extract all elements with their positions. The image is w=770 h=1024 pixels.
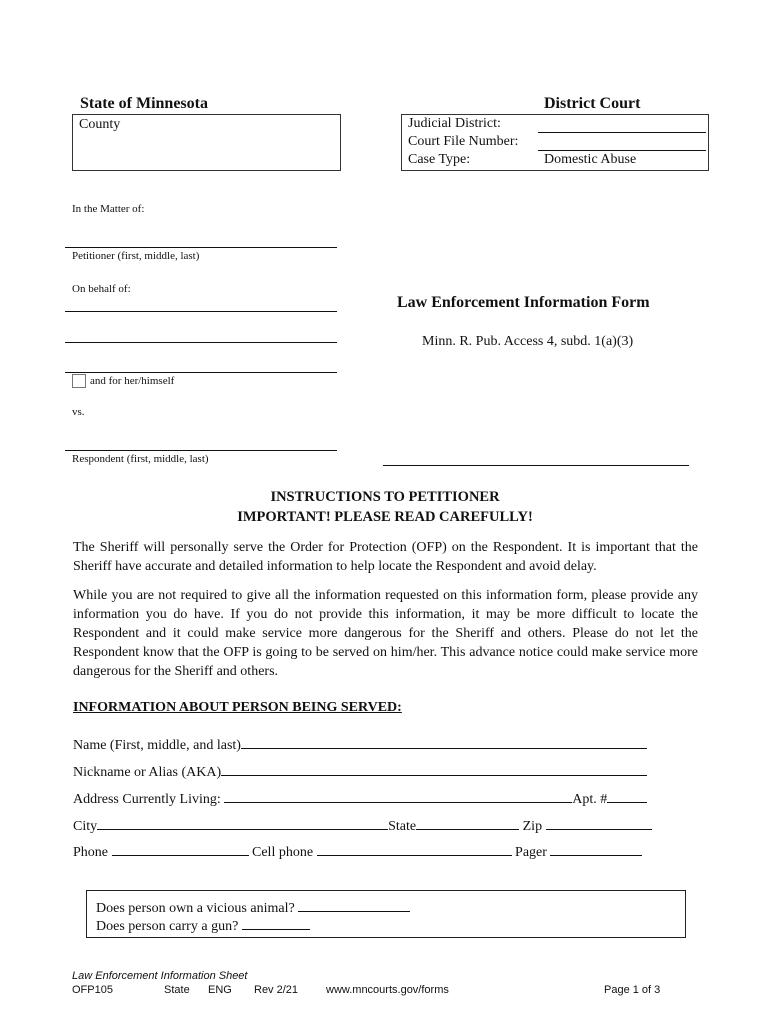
zip-field[interactable] bbox=[546, 816, 652, 830]
judicial-district-field[interactable] bbox=[538, 132, 706, 133]
respondent-label: Respondent (first, middle, last) bbox=[72, 453, 209, 465]
address-label: Address Currently Living: bbox=[73, 792, 225, 807]
petitioner-label: Petitioner (first, middle, last) bbox=[72, 250, 200, 262]
section-heading: INFORMATION ABOUT PERSON BEING SERVED: bbox=[73, 700, 402, 715]
rule-citation: Minn. R. Pub. Access 4, subd. 1(a)(3) bbox=[422, 334, 634, 349]
address-row bbox=[73, 789, 647, 808]
in-the-matter-of-label: In the Matter of: bbox=[72, 203, 145, 215]
on-behalf-of-field-3[interactable] bbox=[65, 372, 337, 373]
and-for-self-label: and for her/himself bbox=[90, 375, 175, 387]
case-info-box bbox=[401, 114, 709, 171]
footer-url[interactable]: www.mncourts.gov/forms bbox=[326, 984, 449, 996]
nickname-label: Nickname or Alias (AKA) bbox=[73, 765, 222, 780]
petitioner-name-field[interactable] bbox=[65, 247, 337, 248]
court-file-number-field[interactable] bbox=[538, 150, 706, 151]
footer-language: ENG bbox=[208, 984, 232, 996]
footer-state: State bbox=[164, 984, 190, 996]
gun-row bbox=[96, 916, 310, 935]
instructions-heading: INSTRUCTIONS TO PETITIONER bbox=[270, 489, 500, 505]
apt-field[interactable] bbox=[607, 789, 647, 803]
footer-revision: Rev 2/21 bbox=[254, 984, 299, 996]
cell-phone-field[interactable] bbox=[317, 842, 512, 856]
safety-questions-box bbox=[86, 890, 686, 938]
vicious-animal-label: Does person own a vicious animal? bbox=[96, 901, 295, 916]
name-label: Name (First, middle, and last) bbox=[73, 738, 241, 753]
nickname-row bbox=[73, 762, 647, 781]
city-label: City bbox=[73, 819, 98, 834]
vicious-animal-field[interactable] bbox=[298, 898, 410, 912]
state-field[interactable] bbox=[416, 816, 519, 830]
vicious-animal-row bbox=[96, 898, 410, 917]
pager-label: Pager bbox=[511, 845, 551, 860]
case-type-value: Domestic Abuse bbox=[544, 152, 637, 167]
footer-form-code: OFP105 bbox=[72, 984, 113, 996]
case-type-label: Case Type: bbox=[408, 152, 471, 167]
apt-label: Apt. # bbox=[572, 792, 608, 807]
pager-field[interactable] bbox=[550, 842, 642, 856]
nickname-field[interactable] bbox=[221, 762, 647, 776]
gun-field[interactable] bbox=[242, 916, 310, 930]
vs-label: vs. bbox=[72, 406, 85, 418]
on-behalf-of-label: On behalf of: bbox=[72, 283, 131, 295]
county-box[interactable] bbox=[72, 114, 341, 171]
important-heading: IMPORTANT! PLEASE READ CAREFULLY! bbox=[237, 509, 533, 525]
court-file-number-label: Court File Number: bbox=[408, 134, 519, 149]
state-heading: State of Minnesota bbox=[80, 95, 208, 112]
gun-label: Does person carry a gun? bbox=[96, 919, 239, 934]
instructions-paragraph-1: The Sheriff will personally serve the Order for Protection (OFP) on the Respondent. It is important that the Sheriff have accurate and detailed information to help locate the Respondent and avoid delay. bbox=[73, 540, 698, 574]
phone-label: Phone bbox=[73, 845, 112, 860]
respondent-name-field[interactable] bbox=[65, 450, 337, 451]
zip-label: Zip bbox=[519, 819, 546, 834]
cell-phone-label: Cell phone bbox=[248, 845, 317, 860]
city-row bbox=[73, 816, 652, 835]
address-field[interactable] bbox=[224, 789, 572, 803]
name-row bbox=[73, 735, 647, 754]
signature-line[interactable] bbox=[383, 465, 689, 466]
on-behalf-of-field-1[interactable] bbox=[65, 311, 337, 312]
on-behalf-of-field-2[interactable] bbox=[65, 342, 337, 343]
city-field[interactable] bbox=[97, 816, 388, 830]
court-heading: District Court bbox=[544, 95, 641, 112]
footer-page-number: Page 1 of 3 bbox=[604, 984, 661, 996]
and-for-self-checkbox[interactable] bbox=[72, 374, 86, 388]
state-label: State bbox=[388, 819, 417, 834]
phone-field[interactable] bbox=[112, 842, 249, 856]
judicial-district-label: Judicial District: bbox=[408, 116, 501, 131]
form-title: Law Enforcement Information Form bbox=[397, 294, 650, 311]
county-label: County bbox=[79, 117, 121, 132]
instructions-paragraph-2: While you are not required to give all the information requested on this information form, please provide any information you do have. If you do not provide this information, it may be more difficult to locate the Respondent and it could make service more dangerous for the Sheriff and others. Please do not let the Respondent know that the OFP is going to be served on him/her. This advance notice could make service more dangerous for the Sheriff and others. bbox=[73, 588, 698, 679]
name-field[interactable] bbox=[241, 735, 647, 749]
footer-sheet-name: Law Enforcement Information Sheet bbox=[72, 970, 248, 982]
phone-row bbox=[73, 842, 642, 861]
